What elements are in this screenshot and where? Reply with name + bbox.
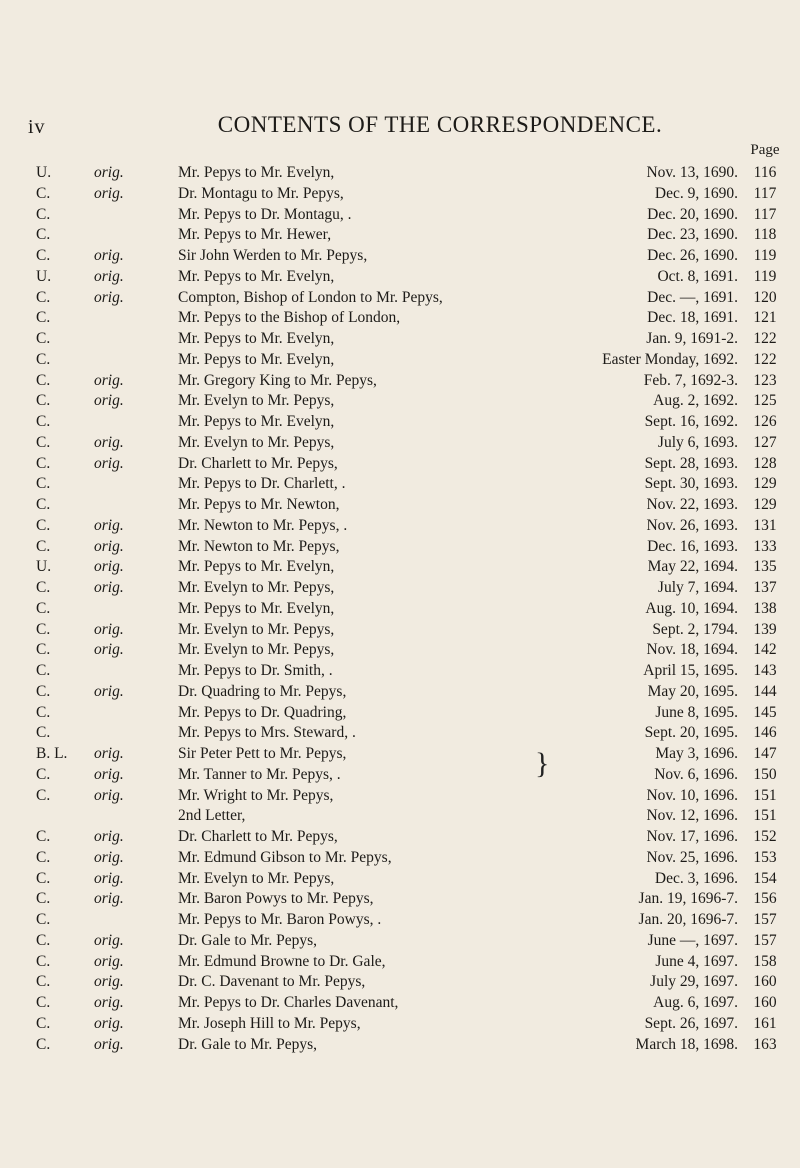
page-ref: 122 <box>753 330 777 347</box>
orig-mark: orig. <box>94 184 124 202</box>
letter-date: Aug. 6, 1697. <box>653 994 738 1011</box>
letter-date: March 18, 1698. <box>635 1035 738 1053</box>
source-mark: C. <box>36 662 51 679</box>
page-ref: 126 <box>753 413 777 430</box>
source-mark: C. <box>36 516 51 534</box>
table-row <box>0 537 800 558</box>
table-row <box>0 827 800 848</box>
letter-date: Sept. 28, 1693. <box>644 454 738 472</box>
orig-mark: orig. <box>94 164 124 181</box>
page-ref: 131 <box>753 516 777 534</box>
page-ref: 117 <box>753 184 777 202</box>
page-title: CONTENTS OF THE CORRESPONDENCE. <box>217 112 663 137</box>
source-mark: C. <box>36 454 51 472</box>
letter-date: Jan. 19, 1696-7. <box>638 890 738 908</box>
source-mark: C. <box>36 952 51 970</box>
page-ref: 125 <box>753 392 777 410</box>
letter-description: Mr. Pepys to Dr. Charles Davenant, <box>178 994 399 1011</box>
table-row <box>0 765 800 786</box>
orig-mark: orig. <box>94 454 124 472</box>
source-mark: C. <box>36 1035 51 1053</box>
table-row <box>0 371 800 392</box>
source-mark: C. <box>36 309 51 327</box>
orig-mark: orig. <box>94 392 124 410</box>
source-mark: C. <box>36 828 51 845</box>
page-ref: 153 <box>753 848 777 866</box>
page-ref: 146 <box>753 724 777 742</box>
page-ref: 128 <box>753 454 777 472</box>
source-mark: C. <box>36 184 51 202</box>
page-ref: 145 <box>753 703 777 721</box>
orig-mark: orig. <box>94 869 124 887</box>
letter-description: Dr. Charlett to Mr. Pepys, <box>178 828 338 845</box>
source-mark: C. <box>36 205 51 223</box>
page-ref: 152 <box>753 828 777 845</box>
page-ref: 161 <box>753 1014 777 1032</box>
source-mark: U. <box>36 267 52 285</box>
letter-description: Mr. Pepys to Mr. Evelyn, <box>178 350 335 368</box>
page-ref: 135 <box>753 558 777 576</box>
source-mark: C. <box>36 765 51 783</box>
source-mark: C. <box>36 724 51 742</box>
letter-description: Mr. Evelyn to Mr. Pepys, <box>178 579 335 596</box>
orig-mark: orig. <box>94 682 124 700</box>
letter-date: Sept. 30, 1693. <box>644 475 738 493</box>
table-row <box>0 350 800 371</box>
letter-date: June —, 1697. <box>647 931 738 949</box>
letter-date: Dec. 26, 1690. <box>647 247 738 264</box>
table-row <box>0 495 800 516</box>
page-ref: 143 <box>753 662 777 679</box>
letter-date: Sept. 26, 1697. <box>644 1014 738 1032</box>
letter-date: Nov. 22, 1693. <box>646 496 738 513</box>
letter-date: Dec. 18, 1691. <box>647 309 738 327</box>
letter-date: Nov. 12, 1696. <box>646 807 738 825</box>
page-ref: 117 <box>753 205 777 223</box>
letter-description: 2nd Letter, <box>178 807 246 825</box>
letter-date: May 20, 1695. <box>647 682 738 700</box>
page-ref: 144 <box>753 682 777 700</box>
orig-mark: orig. <box>94 267 124 285</box>
page-ref: 119 <box>753 247 777 264</box>
letter-date: Jan. 9, 1691-2. <box>646 330 738 347</box>
source-mark: C. <box>36 413 51 430</box>
letter-date: Easter Monday, 1692. <box>602 350 738 368</box>
letter-date: Aug. 10, 1694. <box>645 599 738 617</box>
page-ref: 157 <box>753 931 777 949</box>
orig-mark: orig. <box>94 516 124 534</box>
letter-date: Nov. 18, 1694. <box>646 641 738 659</box>
letter-description: Mr. Baron Powys to Mr. Pepys, <box>178 890 374 908</box>
page-ref: 156 <box>753 890 777 908</box>
orig-mark: orig. <box>94 890 124 908</box>
table-row <box>0 329 800 350</box>
letter-description: Dr. Quadring to Mr. Pepys, <box>178 682 347 700</box>
letter-description: Mr. Evelyn to Mr. Pepys, <box>178 641 335 659</box>
source-mark: C. <box>36 848 51 866</box>
page-ref: 163 <box>753 1035 777 1053</box>
table-row <box>0 682 800 703</box>
letter-date: July 6, 1693. <box>657 433 738 451</box>
table-row <box>0 578 800 599</box>
letter-description: Mr. Pepys to Dr. Charlett, . <box>178 475 346 493</box>
letter-description: Mr. Pepys to Mr. Evelyn, <box>178 413 335 430</box>
page-ref: 129 <box>753 496 777 513</box>
letter-description: Mr. Evelyn to Mr. Pepys, <box>178 869 335 887</box>
source-mark: C. <box>36 911 51 928</box>
letter-date: Feb. 7, 1692-3. <box>643 371 738 389</box>
letter-date: May 3, 1696. <box>655 745 738 762</box>
orig-mark: orig. <box>94 994 124 1011</box>
page-ref: 147 <box>753 745 777 762</box>
page-ref: 129 <box>753 475 777 493</box>
table-row <box>0 620 800 641</box>
table-row <box>0 205 800 226</box>
orig-mark: orig. <box>94 247 124 264</box>
letter-date: July 29, 1697. <box>650 973 738 991</box>
letter-date: Dec. 23, 1690. <box>647 226 738 244</box>
letter-date: Nov. 17, 1696. <box>646 828 738 845</box>
letter-date: Dec. 9, 1690. <box>654 184 738 202</box>
table-row <box>0 661 800 682</box>
letter-description: Dr. Gale to Mr. Pepys, <box>178 1035 318 1053</box>
table-row <box>0 993 800 1014</box>
orig-mark: orig. <box>94 558 124 576</box>
letter-description: Mr. Pepys to Mr. Newton, <box>178 496 340 513</box>
table-row <box>0 703 800 724</box>
letter-description: Sir Peter Pett to Mr. Pepys, <box>178 745 347 762</box>
page-ref: 151 <box>753 807 777 825</box>
letter-description: Mr. Evelyn to Mr. Pepys, <box>178 433 335 451</box>
table-row <box>0 557 800 578</box>
letter-date: Oct. 8, 1691. <box>657 267 738 285</box>
source-mark: U. <box>36 164 52 181</box>
letter-date: Dec. 20, 1690. <box>647 205 738 223</box>
page-ref: 137 <box>753 579 777 596</box>
page-number: iv <box>28 116 46 138</box>
letter-date: May 22, 1694. <box>647 558 738 576</box>
source-mark: B. L. <box>36 745 68 762</box>
letter-description: Dr. C. Davenant to Mr. Pepys, <box>178 973 366 991</box>
source-mark: U. <box>36 558 52 576</box>
table-row <box>0 516 800 537</box>
letter-date: Jan. 20, 1696-7. <box>638 911 738 928</box>
table-row <box>0 889 800 910</box>
table-row <box>0 1035 800 1056</box>
table-row <box>0 1014 800 1035</box>
letter-description: Mr. Edmund Gibson to Mr. Pepys, <box>178 848 392 866</box>
letter-description: Mr. Pepys to Mr. Evelyn, <box>178 164 335 181</box>
orig-mark: orig. <box>94 765 124 783</box>
table-row <box>0 391 800 412</box>
letter-date: July 7, 1694. <box>657 579 738 596</box>
table-row <box>0 412 800 433</box>
page-ref: 154 <box>753 869 777 887</box>
page-ref: 142 <box>753 641 777 659</box>
letter-description: Dr. Gale to Mr. Pepys, <box>178 931 318 949</box>
letter-description: Mr. Joseph Hill to Mr. Pepys, <box>178 1014 361 1032</box>
orig-mark: orig. <box>94 1035 124 1053</box>
source-mark: C. <box>36 869 51 887</box>
contents-table <box>0 163 800 1055</box>
letter-description: Mr. Tanner to Mr. Pepys, . <box>178 765 341 783</box>
letter-date: Sept. 2, 1794. <box>652 620 738 638</box>
letter-date: June 4, 1697. <box>655 952 738 970</box>
letter-description: Mr. Wright to Mr. Pepys, <box>178 786 334 804</box>
page-ref: 150 <box>753 765 777 783</box>
page-ref: 123 <box>753 371 777 389</box>
table-row <box>0 288 800 309</box>
source-mark: C. <box>36 247 51 264</box>
letter-date: Nov. 25, 1696. <box>646 848 738 866</box>
orig-mark: orig. <box>94 537 124 555</box>
letter-date: Aug. 2, 1692. <box>653 392 738 410</box>
orig-mark: orig. <box>94 433 124 451</box>
source-mark: C. <box>36 973 51 991</box>
page-ref: 138 <box>753 599 777 617</box>
source-mark: C. <box>36 994 51 1011</box>
page-ref: 127 <box>753 433 777 451</box>
letter-description: Mr. Pepys to Dr. Montagu, . <box>178 205 352 223</box>
page-ref: 157 <box>753 911 777 928</box>
orig-mark: orig. <box>94 952 124 970</box>
table-row <box>0 474 800 495</box>
table-row <box>0 308 800 329</box>
letter-date: Dec. —, 1691. <box>647 288 738 306</box>
orig-mark: orig. <box>94 828 124 845</box>
letter-date: Nov. 13, 1690. <box>646 164 738 181</box>
letter-description: Mr. Pepys to Dr. Quadring, <box>178 703 347 721</box>
letter-date: Nov. 6, 1696. <box>654 765 738 783</box>
letter-description: Mr. Edmund Browne to Dr. Gale, <box>178 952 386 970</box>
letter-description: Sir John Werden to Mr. Pepys, <box>178 247 368 264</box>
letter-description: Dr. Montagu to Mr. Pepys, <box>178 184 344 202</box>
table-row <box>0 910 800 931</box>
letter-description: Mr. Pepys to Mrs. Steward, . <box>178 724 356 742</box>
page-ref: 160 <box>753 994 777 1011</box>
table-row <box>0 723 800 744</box>
source-mark: C. <box>36 620 51 638</box>
letter-date: April 15, 1695. <box>643 662 738 679</box>
table-row <box>0 599 800 620</box>
page-ref: 121 <box>753 309 777 327</box>
table-row <box>0 184 800 205</box>
table-row <box>0 931 800 952</box>
source-mark: C. <box>36 496 51 513</box>
table-row <box>0 433 800 454</box>
orig-mark: orig. <box>94 973 124 991</box>
source-mark: C. <box>36 599 51 617</box>
page-ref: 133 <box>753 537 777 555</box>
orig-mark: orig. <box>94 745 124 762</box>
source-mark: C. <box>36 786 51 804</box>
letter-description: Mr. Pepys to Mr. Evelyn, <box>178 599 335 617</box>
letter-description: Mr. Pepys to Dr. Smith, . <box>178 662 333 679</box>
source-mark: C. <box>36 682 51 700</box>
table-row <box>0 972 800 993</box>
table-row <box>0 786 800 807</box>
page-ref: 122 <box>753 350 777 368</box>
table-row <box>0 246 800 267</box>
orig-mark: orig. <box>94 931 124 949</box>
orig-mark: orig. <box>94 786 124 804</box>
letter-description: Mr. Pepys to Mr. Evelyn, <box>178 267 335 285</box>
page-header <box>0 112 800 142</box>
table-row <box>0 267 800 288</box>
source-mark: C. <box>36 641 51 659</box>
letter-date: June 8, 1695. <box>655 703 738 721</box>
source-mark: C. <box>36 703 51 721</box>
table-row <box>0 225 800 246</box>
source-mark: C. <box>36 433 51 451</box>
letter-description: Dr. Charlett to Mr. Pepys, <box>178 454 338 472</box>
orig-mark: orig. <box>94 620 124 638</box>
orig-mark: orig. <box>94 288 124 306</box>
table-row <box>0 952 800 973</box>
letter-description: Mr. Pepys to Mr. Evelyn, <box>178 330 335 347</box>
letter-date: Dec. 3, 1696. <box>654 869 738 887</box>
letter-description: Mr. Gregory King to Mr. Pepys, <box>178 371 377 389</box>
orig-mark: orig. <box>94 848 124 866</box>
page-ref: 151 <box>753 786 777 804</box>
letter-description: Mr. Evelyn to Mr. Pepys, <box>178 392 335 410</box>
source-mark: C. <box>36 579 51 596</box>
page-ref: 116 <box>753 164 777 181</box>
letter-date: Dec. 16, 1693. <box>647 537 738 555</box>
letter-description: Mr. Pepys to Mr. Baron Powys, . <box>178 911 382 928</box>
letter-date: Nov. 10, 1696. <box>646 786 738 804</box>
source-mark: C. <box>36 288 51 306</box>
source-mark: C. <box>36 392 51 410</box>
letter-description: Mr. Pepys to Mr. Hewer, <box>178 226 332 244</box>
source-mark: C. <box>36 226 51 244</box>
table-row <box>0 163 800 184</box>
orig-mark: orig. <box>94 371 124 389</box>
source-mark: C. <box>36 475 51 493</box>
table-row <box>0 744 800 765</box>
source-mark: C. <box>36 890 51 908</box>
orig-mark: orig. <box>94 1014 124 1032</box>
table-row <box>0 848 800 869</box>
letter-description: Mr. Newton to Mr. Pepys, . <box>178 516 348 534</box>
orig-mark: orig. <box>94 641 124 659</box>
table-row <box>0 454 800 475</box>
brace-mark: } <box>535 747 550 780</box>
letter-date: Nov. 26, 1693. <box>646 516 738 534</box>
page-ref: 120 <box>753 288 777 306</box>
source-mark: C. <box>36 330 51 347</box>
page-column-label: Page <box>750 142 780 158</box>
page-ref: 158 <box>753 952 777 970</box>
letter-description: Mr. Evelyn to Mr. Pepys, <box>178 620 335 638</box>
source-mark: C. <box>36 931 51 949</box>
table-row <box>0 640 800 661</box>
letter-description: Compton, Bishop of London to Mr. Pepys, <box>178 288 443 306</box>
source-mark: C. <box>36 371 51 389</box>
letter-date: Sept. 20, 1695. <box>644 724 738 742</box>
letter-date: Sept. 16, 1692. <box>644 413 738 430</box>
source-mark: C. <box>36 1014 51 1032</box>
page-ref: 119 <box>753 267 777 285</box>
letter-description: Mr. Pepys to the Bishop of London, <box>178 309 401 327</box>
page-ref: 118 <box>753 226 777 244</box>
table-row <box>0 869 800 890</box>
page-ref: 139 <box>753 620 777 638</box>
source-mark: C. <box>36 537 51 555</box>
source-mark: C. <box>36 350 51 368</box>
letter-description: Mr. Pepys to Mr. Evelyn, <box>178 558 335 576</box>
orig-mark: orig. <box>94 579 124 596</box>
table-row <box>0 806 800 827</box>
page-ref: 160 <box>753 973 777 991</box>
letter-description: Mr. Newton to Mr. Pepys, <box>178 537 340 555</box>
